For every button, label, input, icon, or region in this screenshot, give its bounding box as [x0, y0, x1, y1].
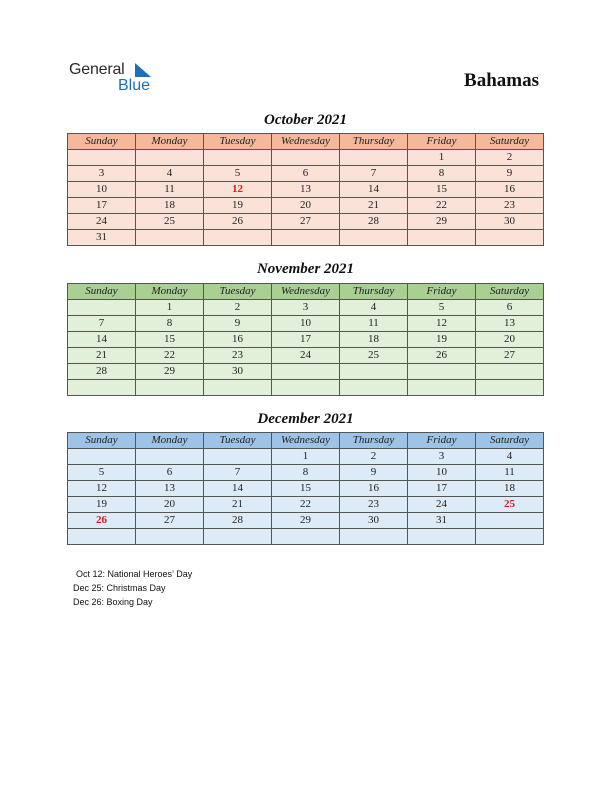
day-cell: 10 [272, 316, 340, 332]
day-cell: 21 [68, 348, 136, 364]
day-cell [272, 364, 340, 380]
day-cell: 14 [68, 332, 136, 348]
day-cell [408, 529, 476, 545]
day-cell: 4 [476, 449, 544, 465]
day-cell: 2 [340, 449, 408, 465]
day-cell: 18 [136, 198, 204, 214]
day-cell: 27 [136, 513, 204, 529]
day-cell: 29 [408, 214, 476, 230]
day-cell [204, 449, 272, 465]
weekday-header: Saturday [476, 284, 544, 300]
weekday-header: Wednesday [272, 134, 340, 150]
day-cell: 24 [272, 348, 340, 364]
month-calendar-table [67, 283, 544, 396]
day-cell: 20 [272, 198, 340, 214]
week-row [68, 300, 544, 316]
day-cell: 21 [204, 497, 272, 513]
day-cell: 27 [476, 348, 544, 364]
day-cell [272, 150, 340, 166]
day-cell: 13 [476, 316, 544, 332]
day-cell: 20 [476, 332, 544, 348]
day-cell [204, 230, 272, 246]
day-cell [136, 150, 204, 166]
day-cell: 30 [204, 364, 272, 380]
day-cell [68, 449, 136, 465]
day-cell: 20 [136, 497, 204, 513]
day-cell: 16 [476, 182, 544, 198]
week-row [68, 513, 544, 529]
week-row [68, 380, 544, 396]
weekday-header-row [68, 433, 544, 449]
day-cell [340, 380, 408, 396]
day-cell: 11 [136, 182, 204, 198]
day-cell [476, 380, 544, 396]
logo-text-blue: Blue [118, 77, 151, 94]
week-row [68, 198, 544, 214]
day-cell [476, 230, 544, 246]
week-row [68, 529, 544, 545]
week-row [68, 364, 544, 380]
day-cell: 17 [272, 332, 340, 348]
day-cell: 4 [136, 166, 204, 182]
day-cell: 5 [68, 465, 136, 481]
day-cell: 9 [204, 316, 272, 332]
day-cell: 18 [476, 481, 544, 497]
day-cell [340, 529, 408, 545]
day-cell: 23 [340, 497, 408, 513]
day-cell: 22 [136, 348, 204, 364]
day-cell: 15 [136, 332, 204, 348]
day-cell [340, 150, 408, 166]
week-row [68, 166, 544, 182]
day-cell: 9 [340, 465, 408, 481]
day-cell: 30 [340, 513, 408, 529]
day-cell: 6 [476, 300, 544, 316]
week-row [68, 497, 544, 513]
day-cell: 11 [340, 316, 408, 332]
weekday-header: Thursday [340, 284, 408, 300]
weekday-header-row [68, 284, 544, 300]
weekday-header: Wednesday [272, 433, 340, 449]
day-cell [68, 529, 136, 545]
day-cell: 21 [340, 198, 408, 214]
weekday-header: Wednesday [272, 284, 340, 300]
day-cell: 16 [204, 332, 272, 348]
weekday-header: Friday [408, 433, 476, 449]
weekday-header: Friday [408, 284, 476, 300]
day-cell: 5 [204, 166, 272, 182]
day-cell [340, 364, 408, 380]
day-cell [272, 529, 340, 545]
day-cell: 29 [136, 364, 204, 380]
day-cell: 6 [136, 465, 204, 481]
day-cell: 9 [476, 166, 544, 182]
day-cell: 13 [136, 481, 204, 497]
day-cell [136, 529, 204, 545]
day-cell: 22 [408, 198, 476, 214]
weekday-header-row [68, 134, 544, 150]
day-cell: 12 [204, 182, 272, 198]
day-cell: 7 [340, 166, 408, 182]
day-cell: 8 [272, 465, 340, 481]
generalblue-logo [69, 61, 169, 97]
logo-flag-icon [135, 63, 151, 77]
day-cell: 8 [408, 166, 476, 182]
day-cell: 17 [408, 481, 476, 497]
week-row [68, 230, 544, 246]
weekday-header: Sunday [68, 433, 136, 449]
day-cell: 2 [476, 150, 544, 166]
weekday-header: Tuesday [204, 134, 272, 150]
day-cell [68, 300, 136, 316]
week-row [68, 348, 544, 364]
day-cell: 4 [340, 300, 408, 316]
month-title: October 2021 [264, 112, 347, 128]
day-cell [476, 529, 544, 545]
day-cell [136, 230, 204, 246]
day-cell [68, 150, 136, 166]
week-row [68, 316, 544, 332]
day-cell [408, 230, 476, 246]
weekday-header: Monday [136, 433, 204, 449]
day-cell: 10 [68, 182, 136, 198]
day-cell [136, 380, 204, 396]
week-row [68, 449, 544, 465]
day-cell: 13 [272, 182, 340, 198]
weekday-header: Sunday [68, 284, 136, 300]
day-cell: 10 [408, 465, 476, 481]
day-cell: 26 [204, 214, 272, 230]
day-cell [136, 449, 204, 465]
week-row [68, 214, 544, 230]
month-calendar-table [67, 432, 544, 545]
day-cell: 24 [68, 214, 136, 230]
day-cell: 1 [408, 150, 476, 166]
holiday-note: Dec 25: Christmas Day [73, 583, 166, 593]
weekday-header: Tuesday [204, 284, 272, 300]
weekday-header: Monday [136, 134, 204, 150]
day-cell: 8 [136, 316, 204, 332]
day-cell [204, 380, 272, 396]
day-cell: 6 [272, 166, 340, 182]
weekday-header: Tuesday [204, 433, 272, 449]
holiday-note: Oct 12: National Heroes’ Day [76, 569, 193, 579]
day-cell: 16 [340, 481, 408, 497]
day-cell: 3 [272, 300, 340, 316]
day-cell: 19 [408, 332, 476, 348]
day-cell: 28 [68, 364, 136, 380]
day-cell: 3 [408, 449, 476, 465]
day-cell: 26 [68, 513, 136, 529]
day-cell: 28 [340, 214, 408, 230]
day-cell [204, 150, 272, 166]
day-cell: 23 [476, 198, 544, 214]
day-cell: 31 [68, 230, 136, 246]
day-cell [272, 230, 340, 246]
weekday-header: Saturday [476, 433, 544, 449]
week-row [68, 332, 544, 348]
day-cell: 25 [340, 348, 408, 364]
day-cell: 15 [272, 481, 340, 497]
day-cell [272, 380, 340, 396]
weekday-header: Thursday [340, 134, 408, 150]
week-row [68, 182, 544, 198]
day-cell: 30 [476, 214, 544, 230]
day-cell: 17 [68, 198, 136, 214]
day-cell: 7 [68, 316, 136, 332]
day-cell: 27 [272, 214, 340, 230]
day-cell: 1 [136, 300, 204, 316]
day-cell: 14 [204, 481, 272, 497]
day-cell: 18 [340, 332, 408, 348]
day-cell: 23 [204, 348, 272, 364]
holiday-notes [73, 567, 192, 609]
month-title: November 2021 [256, 261, 355, 277]
month-title: December 2021 [257, 411, 354, 427]
day-cell [408, 364, 476, 380]
holiday-note: Dec 26: Boxing Day [73, 597, 153, 607]
weekday-header: Sunday [68, 134, 136, 150]
day-cell: 28 [204, 513, 272, 529]
weekday-header: Saturday [476, 134, 544, 150]
day-cell: 1 [272, 449, 340, 465]
day-cell [204, 529, 272, 545]
day-cell: 19 [68, 497, 136, 513]
week-row [68, 465, 544, 481]
country-title: Bahamas [464, 70, 539, 91]
weekday-header: Thursday [340, 433, 408, 449]
day-cell: 29 [272, 513, 340, 529]
day-cell: 11 [476, 465, 544, 481]
day-cell: 25 [136, 214, 204, 230]
day-cell: 12 [408, 316, 476, 332]
day-cell: 15 [408, 182, 476, 198]
day-cell: 7 [204, 465, 272, 481]
day-cell [68, 380, 136, 396]
day-cell: 26 [408, 348, 476, 364]
logo-text-general: General [69, 61, 125, 78]
day-cell: 2 [204, 300, 272, 316]
day-cell: 3 [68, 166, 136, 182]
day-cell: 12 [68, 481, 136, 497]
day-cell: 19 [204, 198, 272, 214]
day-cell [408, 380, 476, 396]
month-calendar-table [67, 133, 544, 246]
day-cell [340, 230, 408, 246]
day-cell: 14 [340, 182, 408, 198]
day-cell [476, 364, 544, 380]
day-cell [476, 513, 544, 529]
day-cell: 31 [408, 513, 476, 529]
weekday-header: Monday [136, 284, 204, 300]
weekday-header: Friday [408, 134, 476, 150]
day-cell: 24 [408, 497, 476, 513]
day-cell: 25 [476, 497, 544, 513]
week-row [68, 481, 544, 497]
day-cell: 22 [272, 497, 340, 513]
day-cell: 5 [408, 300, 476, 316]
week-row [68, 150, 544, 166]
